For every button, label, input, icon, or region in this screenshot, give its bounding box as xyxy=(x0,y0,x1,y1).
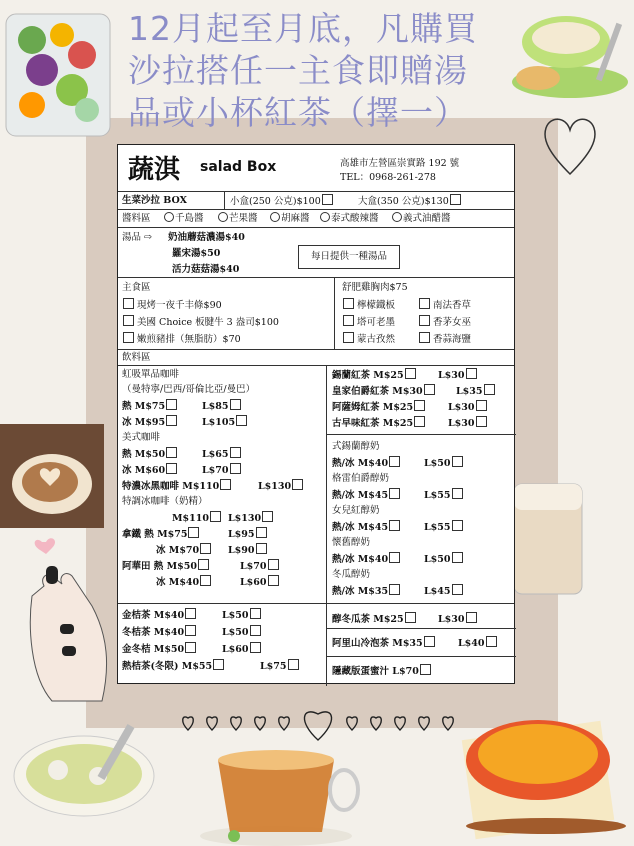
tea-0-l[interactable]: L$30 xyxy=(438,368,477,382)
herbal-3-m[interactable]: 熱桔茶(冬限) M$55 xyxy=(122,659,224,673)
milk-tea-2-m[interactable]: 熱/冰 M$45 xyxy=(332,488,400,502)
soup-item-2: 活力菇菇湯$40 xyxy=(172,264,240,275)
salad-small-option[interactable]: 小盒(250 公克)$100 xyxy=(230,194,333,208)
dressing-option-0[interactable]: 千島醬 xyxy=(164,212,204,225)
soup-label: 湯品 ⇨ xyxy=(122,232,152,243)
coffee-cup-image xyxy=(0,424,104,528)
milk-tea-4-l[interactable]: L$50 xyxy=(424,552,463,566)
tea-1-l[interactable]: L$35 xyxy=(456,384,495,398)
herbal-section xyxy=(118,603,514,685)
coffee-title: 虹吸單品咖啡 xyxy=(122,369,180,380)
latte-ice-l[interactable]: L$90 xyxy=(228,543,267,557)
right-drink-0-m[interactable]: 醇冬瓜茶 M$25 xyxy=(332,612,416,626)
heart-outline-icon xyxy=(540,110,600,180)
latte-hot-m[interactable]: 拿鐵 熱 M$75 xyxy=(122,527,199,541)
main-item-2[interactable]: 嫩煎豬排（無脂肪）$70 xyxy=(122,332,241,346)
mains-section xyxy=(118,277,514,349)
salad-label: 生菜沙拉 BOX xyxy=(122,195,187,206)
store-tel: TEL：0968-261-278 xyxy=(340,172,436,183)
milk-tea-5: 冬瓜醇奶 xyxy=(332,569,371,580)
pumpkin-soup-image xyxy=(448,700,634,846)
herbal-1-m[interactable]: 冬桔茶 M$40 xyxy=(122,625,196,639)
coffee-tea-section xyxy=(118,365,514,603)
soup-item-1: 羅宋湯$50 xyxy=(172,248,221,259)
coffee-hot-m[interactable]: 熱 M$75 xyxy=(122,399,177,413)
milk-tea-3: 女兒紅醇奶 xyxy=(332,505,380,516)
tea-3-l[interactable]: L$30 xyxy=(448,416,487,430)
tea-3-m[interactable]: 古早味紅茶 M$25 xyxy=(332,416,425,430)
coffee-origins: （曼特寧/巴西/哥倫比亞/曼巴） xyxy=(122,384,256,395)
promo-headline xyxy=(128,8,508,134)
coffee-ice-l[interactable]: L$105 xyxy=(202,415,247,429)
soup-item-0: 奶油蘑菇濃湯$40 xyxy=(168,232,245,243)
tea-cup-image xyxy=(194,740,364,846)
milk-tea-2: 格雷伯爵醇奶 xyxy=(332,473,390,484)
promo-line-3: 品或小杯紅茶（擇一） xyxy=(128,93,468,132)
hand-heart-image xyxy=(22,536,114,706)
checkbox xyxy=(450,194,461,205)
menu-card xyxy=(117,144,515,684)
special-coffee-l[interactable]: L$130 xyxy=(228,511,273,525)
chicken-flavor-4[interactable]: 蒙古孜然 xyxy=(342,332,395,346)
herbal-1-l[interactable]: L$50 xyxy=(222,625,261,639)
promo-line-2: 沙拉搭任一主食即贈湯 xyxy=(128,51,468,90)
strong-coffee-l[interactable]: L$130 xyxy=(258,479,303,493)
salad-row xyxy=(118,191,514,209)
herbal-0-m[interactable]: 金桔茶 M$40 xyxy=(122,608,196,622)
milk-tea-glass-image xyxy=(508,478,588,600)
milk-tea-1-m[interactable]: 熱/冰 M$40 xyxy=(332,456,400,470)
tea-2-l[interactable]: L$30 xyxy=(448,400,487,414)
american-title: 美式咖啡 xyxy=(122,432,161,443)
herbal-3-l[interactable]: L$75 xyxy=(260,659,299,673)
milk-tea-2-l[interactable]: L$55 xyxy=(424,488,463,502)
american-hot-m[interactable]: 熱 M$50 xyxy=(122,447,177,461)
milk-tea-5-l[interactable]: L$45 xyxy=(424,584,463,598)
right-drink-0-l[interactable]: L$30 xyxy=(438,612,477,626)
latte-ice-m[interactable]: 冰 M$70 xyxy=(156,543,211,557)
dressing-option-3[interactable]: 泰式酸辣醬 xyxy=(320,212,379,225)
milk-tea-5-m[interactable]: 熱/冰 M$35 xyxy=(332,584,400,598)
herbal-0-l[interactable]: L$50 xyxy=(222,608,261,622)
chicken-label: 舒肥雞胸肉$75 xyxy=(342,282,408,293)
dressing-option-1[interactable]: 芒果醬 xyxy=(218,212,258,225)
heart-row-decoration xyxy=(178,704,458,744)
salad-bowl-image xyxy=(2,10,114,140)
mains-label: 主食區 xyxy=(122,282,151,293)
latte-hot-l[interactable]: L$95 xyxy=(228,527,267,541)
tea-1-m[interactable]: 皇家伯爵紅茶 M$30 xyxy=(332,384,435,398)
herbal-2-m[interactable]: 金冬桔 M$50 xyxy=(122,642,196,656)
milk-tea-3-m[interactable]: 熱/冰 M$45 xyxy=(332,520,400,534)
brand-name: 蔬淇 xyxy=(128,155,181,185)
chicken-flavor-0[interactable]: 檸檬鐵板 xyxy=(342,298,395,312)
promo-line-1: 12月起至月底，凡購買 xyxy=(128,9,478,48)
american-ice-m[interactable]: 冰 M$60 xyxy=(122,463,177,477)
soup-bowl-image xyxy=(8,716,168,834)
american-ice-l[interactable]: L$70 xyxy=(202,463,241,477)
ovaltine-hot-m[interactable]: 阿華田 熱 M$50 xyxy=(122,559,209,573)
milk-tea-4: 懷舊醇奶 xyxy=(332,537,371,548)
soup-cup-image xyxy=(506,2,634,102)
milk-tea-1-l[interactable]: L$50 xyxy=(424,456,463,470)
dressing-row xyxy=(118,209,514,227)
store-address: 高雄市左營區崇實路 192 號 xyxy=(340,158,460,169)
chicken-flavor-5[interactable]: 香蒜海鹽 xyxy=(418,332,471,346)
dressing-option-4[interactable]: 義式油醋醬 xyxy=(392,212,451,225)
drinks-label: 飲料區 xyxy=(122,352,151,363)
main-item-1[interactable]: 美國 Choice 板腱牛 3 盎司$100 xyxy=(122,315,279,329)
special-coffee-m[interactable]: M$110 xyxy=(172,511,221,525)
special-coffee-title: 特調冰咖啡（奶精） xyxy=(122,496,208,507)
tea-2-m[interactable]: 阿薩姆紅茶 M$25 xyxy=(332,400,425,414)
checkbox xyxy=(322,194,333,205)
dressing-label: 醬料區 xyxy=(122,213,151,224)
right-drink-2[interactable]: 隱藏版蛋蜜汁 L$70 xyxy=(332,664,431,678)
brand-name-en: salad Box xyxy=(200,159,277,175)
american-hot-l[interactable]: L$65 xyxy=(202,447,241,461)
daily-soup-note: 每日提供一種湯品 xyxy=(298,245,400,269)
right-drink-1-l[interactable]: L$40 xyxy=(458,636,497,650)
tea-0-m[interactable]: 錫蘭紅茶 M$25 xyxy=(332,368,416,382)
strong-coffee-m[interactable]: 特濃冰黑咖啡 M$110 xyxy=(122,479,231,493)
coffee-ice-m[interactable]: 冰 M$95 xyxy=(122,415,177,429)
milk-tea-3-l[interactable]: L$55 xyxy=(424,520,463,534)
main-item-0[interactable]: 現烤一夜千丰條$90 xyxy=(122,298,222,312)
right-drink-1-m[interactable]: 阿里山冷泡茶 M$35 xyxy=(332,636,435,650)
salad-large-option[interactable]: 大盒(350 公克)$130 xyxy=(358,194,461,208)
ovaltine-ice-m[interactable]: 冰 M$40 xyxy=(156,575,211,589)
chicken-flavor-2[interactable]: 塔可老墨 xyxy=(342,315,395,329)
coffee-hot-l[interactable]: L$85 xyxy=(202,399,241,413)
milk-tea-1: 式錫蘭醇奶 xyxy=(332,441,380,452)
milk-tea-4-m[interactable]: 熱/冰 M$40 xyxy=(332,552,400,566)
drinks-header xyxy=(118,349,514,365)
dressing-option-2[interactable]: 胡麻醬 xyxy=(270,212,310,225)
chicken-flavor-3[interactable]: 香茅女巫 xyxy=(418,315,471,329)
herbal-2-l[interactable]: L$60 xyxy=(222,642,261,656)
chicken-flavor-1[interactable]: 南法香草 xyxy=(418,298,471,312)
ovaltine-hot-l[interactable]: L$70 xyxy=(240,559,279,573)
ovaltine-ice-l[interactable]: L$60 xyxy=(240,575,279,589)
